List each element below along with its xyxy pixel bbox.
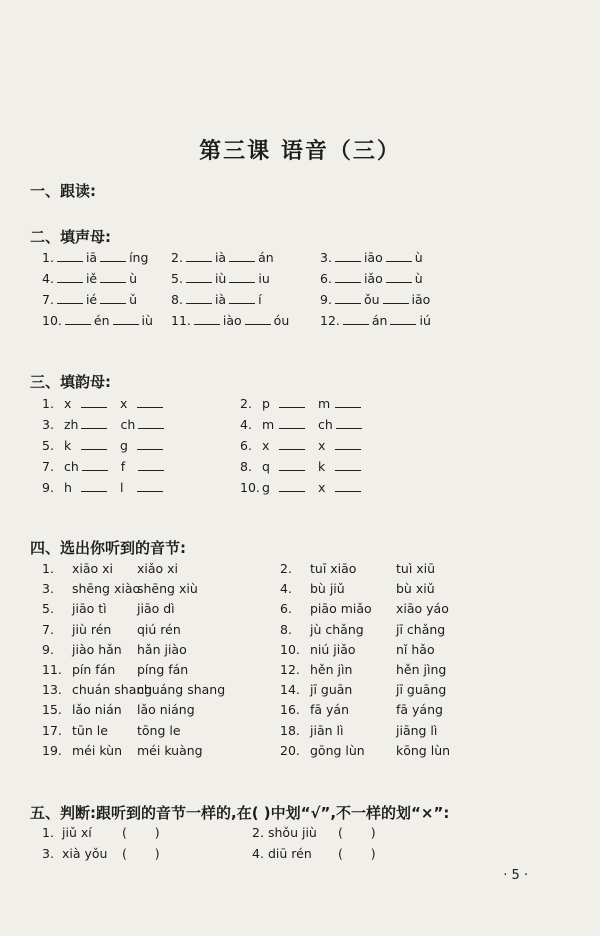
answer-blank[interactable]: [386, 272, 412, 283]
final-b: ǔ: [129, 292, 138, 307]
item-number: 2.: [171, 250, 183, 265]
final-b: íng: [129, 250, 149, 265]
option-a[interactable]: jiào hǎn: [72, 641, 122, 657]
item-number: 7.: [42, 621, 54, 637]
answer-blank[interactable]: [137, 439, 163, 450]
item-number: 14.: [280, 682, 300, 698]
initial-b: x: [318, 480, 326, 495]
item-number: 3.: [320, 250, 332, 265]
answer-blank[interactable]: [57, 251, 83, 262]
option-b[interactable]: qiú rén: [137, 621, 181, 637]
item-number: 11.: [171, 313, 191, 328]
exercise-item: [42, 480, 166, 495]
answer-blank[interactable]: [335, 439, 361, 450]
option-a[interactable]: jiāo tì: [72, 601, 107, 617]
final-a: iào: [222, 313, 242, 328]
answer-blank[interactable]: [279, 481, 305, 492]
option-a[interactable]: jù chǎng: [310, 621, 364, 637]
item-number: 7.: [42, 459, 54, 474]
option-b[interactable]: píng fán: [137, 662, 189, 677]
option-b[interactable]: kōng lùn: [396, 742, 451, 758]
final-b: ù: [414, 250, 423, 265]
item-number: 2.: [280, 561, 292, 576]
answer-blank[interactable]: [186, 251, 212, 262]
answer-blank[interactable]: [100, 251, 126, 262]
item-number: 13.: [42, 682, 62, 698]
answer-blank[interactable]: [138, 418, 164, 429]
final-b: óu: [273, 313, 290, 328]
final-a: ié: [85, 292, 98, 307]
item-number: 10.: [280, 641, 300, 657]
answer-parenthesis[interactable]: ( ): [122, 846, 160, 861]
section-3-heading: 三、填韵母:: [30, 373, 111, 391]
answer-blank[interactable]: [383, 293, 409, 304]
answer-blank[interactable]: [343, 314, 369, 325]
answer-blank[interactable]: [138, 460, 164, 471]
exercise-item: [320, 271, 423, 286]
page-number: · 5 ·: [503, 868, 528, 883]
answer-blank[interactable]: [229, 251, 255, 262]
item-number: 10.: [42, 313, 62, 328]
answer-blank[interactable]: [229, 272, 255, 283]
initial-b: k: [318, 459, 326, 474]
syllable: jiǔ xí: [62, 825, 92, 840]
answer-blank[interactable]: [279, 439, 305, 450]
initial-a: ch: [64, 459, 79, 474]
item-number: 9.: [42, 480, 54, 495]
item-number: 4.: [240, 417, 252, 432]
initial-a: zh: [64, 417, 79, 432]
exercise-item: [320, 250, 423, 265]
option-a[interactable]: tūn le: [72, 722, 108, 738]
final-b: án: [258, 250, 274, 265]
answer-blank[interactable]: [390, 314, 416, 325]
final-b: iu: [258, 271, 270, 286]
answer-blank[interactable]: [194, 314, 220, 325]
initial-b: l: [120, 480, 124, 495]
item-number: 1.: [42, 825, 54, 840]
initial-a: g: [262, 480, 270, 495]
final-a: iě: [85, 271, 98, 286]
item-number: 8.: [240, 459, 252, 474]
item-number: 17.: [42, 722, 62, 738]
answer-blank[interactable]: [229, 293, 255, 304]
item-number: 12.: [320, 313, 340, 328]
option-b[interactable]: shēng xiù: [137, 581, 198, 597]
exercise-item: [240, 396, 364, 411]
option-a[interactable]: xiāo xi: [72, 561, 114, 576]
answer-blank[interactable]: [100, 272, 126, 283]
final-b: iāo: [411, 292, 431, 307]
item-number: 3.: [42, 417, 54, 432]
answer-blank[interactable]: [335, 397, 361, 408]
syllable: diū rén: [268, 846, 312, 861]
final-a: iā: [85, 250, 98, 265]
answer-blank[interactable]: [335, 272, 361, 283]
initial-b: ch: [120, 417, 136, 432]
answer-blank[interactable]: [65, 314, 91, 325]
initial-a: k: [64, 438, 72, 453]
item-number: 4.: [42, 271, 54, 286]
item-number: 6.: [320, 271, 332, 286]
exercise-item: [171, 250, 274, 265]
initial-b: f: [120, 459, 126, 474]
answer-blank[interactable]: [186, 293, 212, 304]
option-b[interactable]: tuì xiū: [396, 561, 436, 576]
option-a[interactable]: shēng xiào: [72, 581, 141, 597]
final-a: án: [371, 313, 388, 328]
option-b[interactable]: tōng le: [137, 722, 181, 738]
item-number: 4.: [280, 581, 292, 597]
initial-a: m: [262, 417, 275, 432]
answer-blank[interactable]: [186, 272, 212, 283]
final-a: én: [93, 313, 110, 328]
option-b[interactable]: lǎo niáng: [137, 702, 195, 718]
option-b[interactable]: méi kuàng: [137, 742, 203, 758]
option-b[interactable]: jī chǎng: [396, 621, 446, 637]
answer-parenthesis[interactable]: ( ): [338, 846, 376, 861]
final-a: iāo: [363, 250, 383, 265]
option-a[interactable]: hěn jìn: [310, 662, 353, 677]
syllable: xià yǒu: [62, 846, 108, 861]
initial-a: x: [262, 438, 270, 453]
initial-b: x: [120, 396, 128, 411]
answer-blank[interactable]: [82, 460, 108, 471]
option-b[interactable]: bù xiǔ: [396, 581, 435, 597]
exercise-item: [240, 459, 364, 474]
initial-b: ch: [318, 417, 333, 432]
initial-b: g: [120, 438, 128, 453]
item-number: 1.: [42, 250, 54, 265]
exercise-item: [42, 438, 166, 453]
item-number: 6.: [280, 601, 292, 617]
option-a[interactable]: jiù rén: [72, 621, 112, 637]
initial-a: h: [64, 480, 72, 495]
option-a[interactable]: jiān lì: [310, 722, 344, 738]
option-b[interactable]: chuáng shang: [137, 682, 226, 698]
item-number: 16.: [280, 702, 300, 718]
initial-b: m: [318, 396, 331, 411]
answer-blank[interactable]: [81, 481, 107, 492]
final-a: ià: [214, 250, 227, 265]
item-number: 3.: [42, 846, 54, 861]
item-number: 12.: [280, 662, 300, 677]
section-2-heading: 二、填声母:: [30, 228, 111, 246]
answer-blank[interactable]: [279, 418, 305, 429]
exercise-item: [171, 292, 262, 307]
option-b[interactable]: jiāng lì: [396, 722, 438, 738]
option-b[interactable]: fā yáng: [396, 702, 443, 718]
final-a: ià: [214, 292, 227, 307]
option-b[interactable]: hǎn jiào: [137, 641, 187, 657]
option-b[interactable]: jī guāng: [396, 682, 447, 698]
final-b: iú: [419, 313, 431, 328]
option-a[interactable]: pín fán: [72, 662, 116, 677]
answer-blank[interactable]: [57, 272, 83, 283]
item-number: 5.: [171, 271, 183, 286]
answer-blank[interactable]: [335, 481, 361, 492]
item-number: 5.: [42, 601, 54, 617]
item-number: 20.: [280, 742, 300, 758]
answer-blank[interactable]: [137, 397, 163, 408]
final-b: ù: [129, 271, 138, 286]
answer-blank[interactable]: [279, 460, 305, 471]
item-number: 9.: [320, 292, 332, 307]
exercise-item: [240, 417, 365, 432]
answer-blank[interactable]: [81, 397, 107, 408]
exercise-item: [42, 250, 148, 265]
answer-blank[interactable]: [81, 439, 107, 450]
final-a: ǒu: [363, 292, 380, 307]
final-a: iǎo: [363, 271, 383, 286]
lesson-title: 第三课 语音（三）: [199, 139, 401, 164]
item-number: 18.: [280, 722, 300, 738]
final-b: ù: [414, 271, 423, 286]
option-a[interactable]: niú jiǎo: [310, 641, 356, 657]
final-a: iù: [214, 271, 227, 286]
item-number: 7.: [42, 292, 54, 307]
item-number: 3.: [42, 581, 54, 597]
section-5-heading: 五、判断:跟听到的音节一样的,在( )中划“√”,不一样的划“×”:: [30, 804, 450, 822]
option-a[interactable]: gōng lùn: [310, 742, 365, 758]
item-number: 15.: [42, 702, 62, 718]
exercise-item: [42, 271, 137, 286]
section-1-heading: 一、跟读:: [30, 182, 96, 200]
item-number: 6.: [240, 438, 252, 453]
section-4-heading: 四、选出你听到的音节:: [30, 539, 186, 557]
exercise-item: [171, 313, 289, 328]
item-number: 8.: [171, 292, 183, 307]
exercise-item: [240, 438, 364, 453]
answer-blank[interactable]: [245, 314, 271, 325]
answer-blank[interactable]: [279, 397, 305, 408]
option-a[interactable]: chuán shang: [72, 682, 153, 698]
option-b[interactable]: xiāo yáo: [396, 601, 449, 617]
answer-blank[interactable]: [336, 418, 362, 429]
answer-blank[interactable]: [100, 293, 126, 304]
syllable: shǒu jiù: [268, 825, 317, 840]
answer-parenthesis[interactable]: ( ): [122, 825, 160, 840]
option-b[interactable]: hěn jìng: [396, 662, 447, 677]
option-b[interactable]: xiǎo xi: [137, 561, 179, 576]
option-a[interactable]: tuī xiāo: [310, 561, 357, 576]
initial-a: p: [262, 396, 270, 411]
item-number: 4.: [252, 846, 264, 861]
answer-blank[interactable]: [113, 314, 139, 325]
item-number: 2.: [240, 396, 252, 411]
option-b[interactable]: jiāo dì: [137, 601, 175, 617]
option-a[interactable]: lǎo nián: [72, 702, 122, 718]
exercise-item: [42, 459, 167, 474]
item-number: 8.: [280, 621, 292, 637]
answer-blank[interactable]: [335, 251, 361, 262]
answer-blank[interactable]: [386, 251, 412, 262]
initial-a: q: [262, 459, 270, 474]
exercise-item: [240, 480, 364, 495]
final-b: iù: [141, 313, 153, 328]
answer-blank[interactable]: [81, 418, 107, 429]
answer-blank[interactable]: [335, 293, 361, 304]
item-number: 1.: [42, 396, 54, 411]
exercise-item: [42, 313, 153, 328]
initial-a: x: [64, 396, 72, 411]
item-number: 5.: [42, 438, 54, 453]
exercise-item: [42, 396, 166, 411]
item-number: 2.: [252, 825, 264, 840]
item-number: 19.: [42, 742, 62, 758]
item-number: 10.: [240, 480, 260, 495]
answer-blank[interactable]: [335, 460, 361, 471]
answer-blank[interactable]: [137, 481, 163, 492]
exercise-item: [171, 271, 270, 286]
initial-b: x: [318, 438, 326, 453]
option-a[interactable]: bù jiǔ: [310, 581, 345, 597]
option-b[interactable]: nǐ hǎo: [396, 641, 435, 657]
exercise-item: [42, 292, 137, 307]
answer-blank[interactable]: [57, 293, 83, 304]
exercise-item: [42, 417, 167, 432]
option-a[interactable]: jī guān: [310, 682, 353, 698]
item-number: 1.: [42, 561, 54, 576]
option-a[interactable]: méi kùn: [72, 742, 123, 758]
answer-parenthesis[interactable]: ( ): [338, 825, 376, 840]
final-b: í: [258, 292, 262, 307]
item-number: 9.: [42, 641, 54, 657]
option-a[interactable]: piāo miǎo: [310, 601, 372, 617]
option-a[interactable]: fā yán: [310, 702, 350, 718]
exercise-item: [320, 313, 431, 328]
item-number: 11.: [42, 662, 62, 677]
exercise-item: [320, 292, 430, 307]
